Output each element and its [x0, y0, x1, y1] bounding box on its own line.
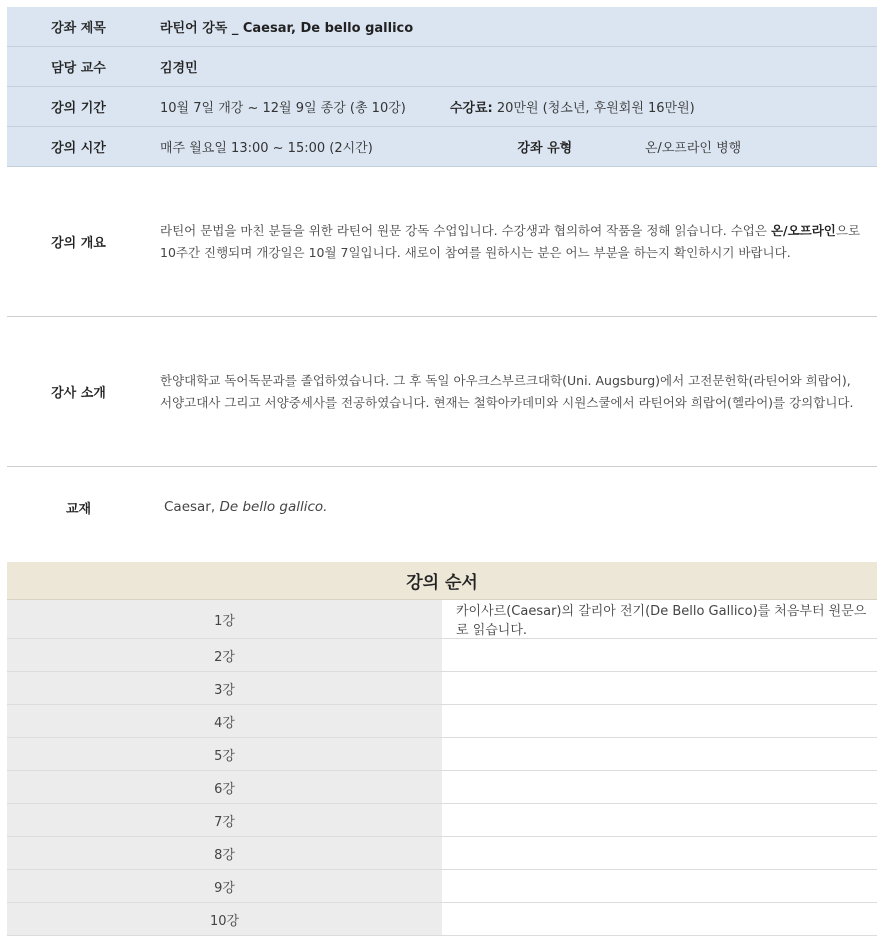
lecture-number: 9강	[7, 870, 442, 903]
lecture-number: 8강	[7, 837, 442, 870]
type-label: 강좌 유형	[517, 141, 573, 156]
row-course-title	[7, 7, 877, 47]
instructor-label: 강사 소개	[7, 317, 150, 467]
schedule-row	[7, 738, 877, 771]
row-overview	[7, 167, 877, 317]
lecture-content	[442, 705, 877, 738]
lecture-number: 3강	[7, 672, 442, 705]
course-title-value: 라틴어 강독 _ Caesar, De bello gallico	[160, 21, 414, 36]
time-value: 매주 월요일 13:00 ~ 15:00 (2시간)	[160, 141, 373, 156]
course-title-label: 강좌 제목	[7, 7, 150, 47]
schedule-table	[7, 562, 877, 936]
schedule-row	[7, 771, 877, 804]
textbook-title: De bello gallico.	[219, 499, 328, 515]
row-textbook	[7, 467, 877, 548]
textbook-author: Caesar,	[164, 499, 220, 515]
textbook-label: 교재	[65, 501, 92, 517]
lecture-content	[442, 738, 877, 771]
overview-text: 라틴어 문법을 마친 분들을 위한 라틴어 원문 강독 수업입니다. 수강생과 협의하여 작품을 정해 읽습니다. 수업은 온/오프라인으로 10주간 진행되며 개강일은 10월 7일입니다. 새로이 참여를 원하시는 분은 어느 부분을 하는지 확인하시기 바랍니다.	[150, 167, 877, 317]
lecture-number: 5강	[7, 738, 442, 771]
overview-label: 강의 개요	[7, 167, 150, 317]
lecture-number: 4강	[7, 705, 442, 738]
row-period	[7, 87, 877, 127]
lecture-content: 카이사르(Caesar)의 갈리아 전기(De Bello Gallico)를 처음부터 원문으로 읽습니다.	[442, 600, 877, 639]
type-value: 온/오프라인 병행	[644, 141, 742, 156]
professor-value: 김경민	[160, 61, 198, 76]
schedule-body	[7, 600, 877, 936]
lecture-content	[442, 903, 877, 936]
time-label: 강의 시간	[7, 127, 150, 167]
row-instructor	[7, 317, 877, 467]
professor-label: 담당 교수	[7, 47, 150, 87]
overview-bold: 온/오프라인	[770, 222, 836, 238]
row-time	[7, 127, 877, 167]
lecture-number: 6강	[7, 771, 442, 804]
lecture-content	[442, 639, 877, 672]
schedule-row	[7, 705, 877, 738]
lecture-number: 10강	[7, 903, 442, 936]
schedule-row	[7, 804, 877, 837]
period-label: 강의 기간	[7, 87, 150, 127]
lecture-content	[442, 870, 877, 903]
lecture-number: 1강	[7, 600, 442, 639]
schedule-heading: 강의 순서	[7, 562, 877, 600]
lecture-content	[442, 771, 877, 804]
fee-value: 20만원 (청소년, 후원회원 16만원)	[492, 101, 695, 116]
schedule-row	[7, 837, 877, 870]
schedule-row	[7, 672, 877, 705]
lecture-content	[442, 837, 877, 870]
lecture-number: 7강	[7, 804, 442, 837]
schedule-row	[7, 903, 877, 936]
schedule-row	[7, 870, 877, 903]
lecture-number: 2강	[7, 639, 442, 672]
lecture-content	[442, 804, 877, 837]
fee-label: 수강료:	[449, 101, 493, 116]
instructor-text: 한양대학교 독어독문과를 졸업하였습니다. 그 후 독일 아우크스부르크대학(Uni. Augsburg)에서 고전문헌학(라틴어와 희랍어), 서양고대사 그리고 서양중세사를 전공하였습니다. 현재는 철학아카데미와 시원스쿨에서 라틴어와 희랍어(헬라어)를 강의합니다.	[150, 317, 877, 467]
lecture-content	[442, 672, 877, 705]
row-professor	[7, 47, 877, 87]
schedule-row	[7, 600, 877, 639]
period-value: 10월 7일 개강 ~ 12월 9일 종강 (총 10강)	[160, 101, 406, 116]
course-info-table	[7, 7, 877, 547]
schedule-row	[7, 639, 877, 672]
